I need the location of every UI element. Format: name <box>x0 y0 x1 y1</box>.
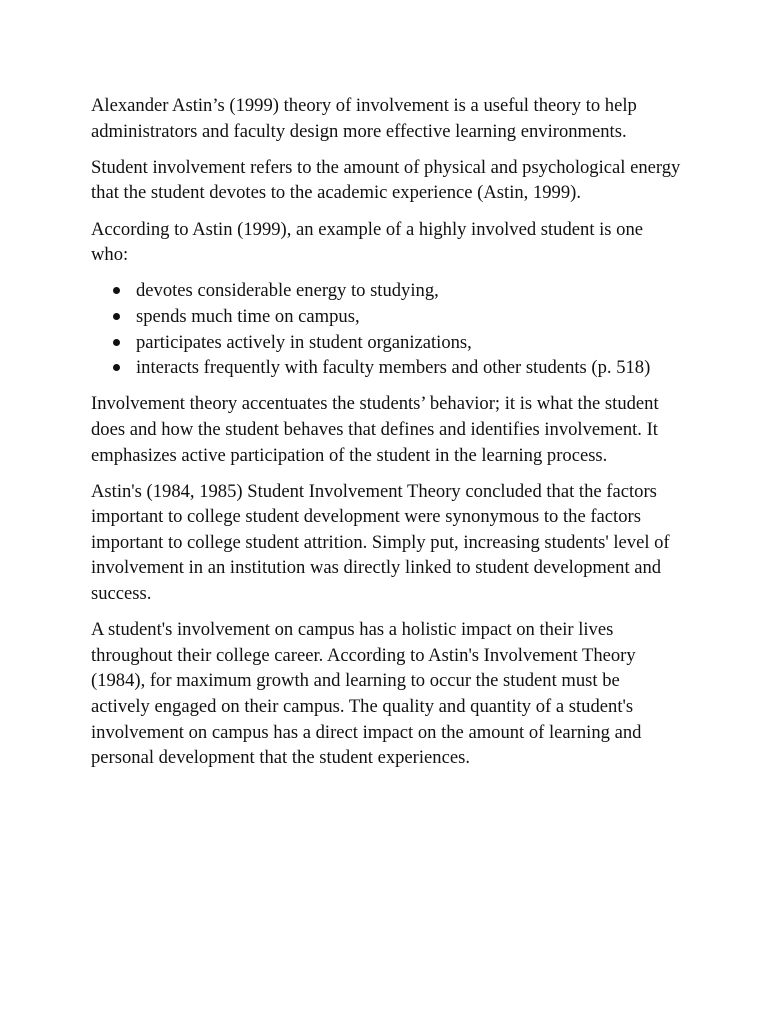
paragraph-example-lead: According to Astin (1999), an example of a highly involved student is one who: <box>91 218 644 266</box>
list-item-text: participates actively in student organizations, <box>136 331 472 353</box>
bullet-list <box>91 278 681 380</box>
paragraph-definition: Student involvement refers to the amount of physical and psychological energy that the student devotes to the academic experience (Astin, 1999). <box>91 156 681 204</box>
list-item <box>136 355 681 381</box>
bullet-icon <box>113 364 120 371</box>
list-item-text: spends much time on campus, <box>136 305 360 327</box>
list-item-text: devotes considerable energy to studying, <box>136 280 439 302</box>
bullet-icon <box>113 287 120 294</box>
list-item <box>136 278 681 304</box>
list-item <box>136 330 681 356</box>
list-item-text: interacts frequently with faculty members and other students (p. 518) <box>136 357 651 379</box>
paragraph-theory-conclusion: Astin's (1984, 1985) Student Involvement Theory concluded that the factors important to college student development were synonymous to the factors important to college student attrition. Simply put, increasing students' level of involvement in an institution was directly linked to student development and success. <box>91 480 670 605</box>
paragraph-behavior: Involvement theory accentuates the students’ behavior; it is what the student does and how the student behaves that defines and identifies involvement. It emphasizes active participation of the student in the learning process. <box>91 393 659 466</box>
bullet-icon <box>113 313 120 320</box>
paragraph-holistic-impact: A student's involvement on campus has a holistic impact on their lives throughout their college career. According to Astin's Involvement Theory (1984), for maximum growth and learning to occur the student must be actively engaged on their campus. The quality and quantity of a student's involvement on campus has a direct impact on the amount of learning and personal development that the student experiences. <box>91 619 642 769</box>
document-body <box>91 93 681 781</box>
paragraph-intro: Alexander Astin’s (1999) theory of involvement is a useful theory to help administrators and faculty design more effective learning environments. <box>91 95 637 142</box>
bullet-icon <box>113 339 120 346</box>
list-item <box>136 304 681 330</box>
